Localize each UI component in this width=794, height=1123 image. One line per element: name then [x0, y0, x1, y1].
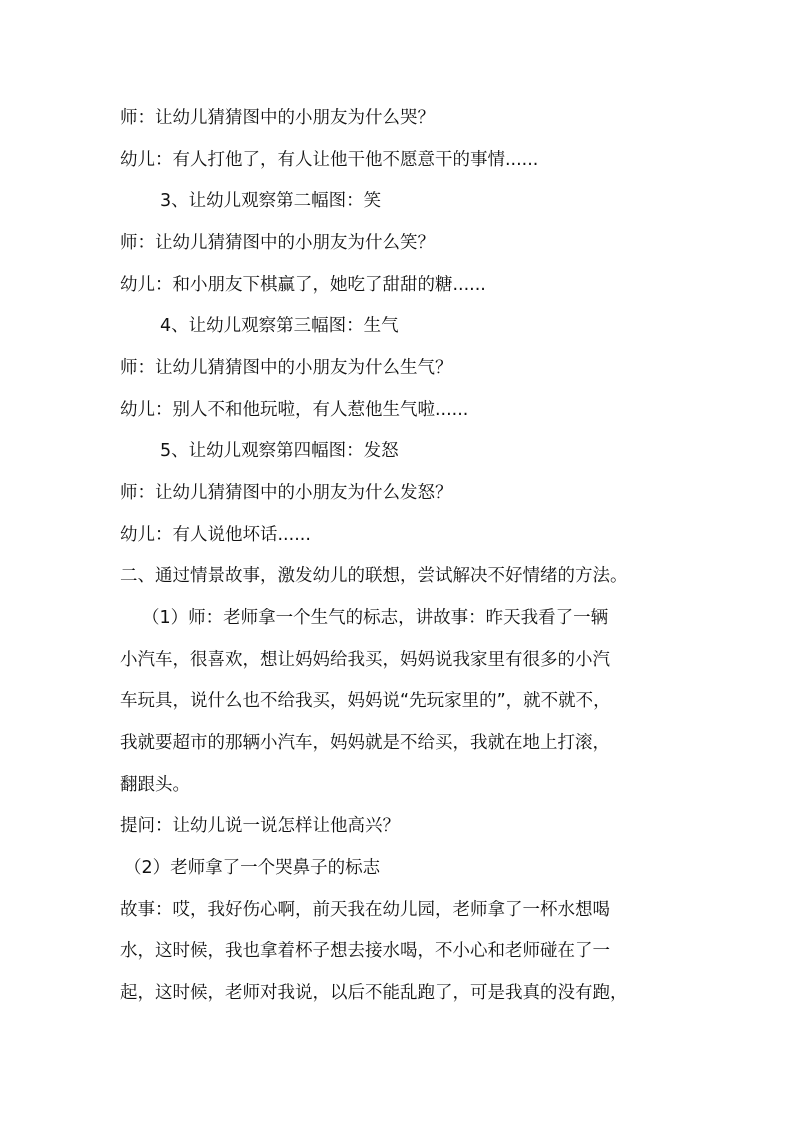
paragraph-line: 车玩具，说什么也不给我买，妈妈说“先玩家里的”，就不就不， — [120, 691, 611, 711]
list-item-heading: 4、让幼儿观察第三幅图：生气 — [160, 316, 399, 336]
paragraph-line: 水，这时候，我也拿着杯子想去接水喝，不小心和老师碰在了一 — [120, 941, 610, 961]
paragraph-line: 我就要超市的那辆小汽车，妈妈就是不给买，我就在地上打滚， — [120, 733, 610, 753]
paragraph-line: 起，这时候，老师对我说，以后不能乱跑了，可是我真的没有跑， — [120, 983, 628, 1003]
text-line: 幼儿：有人打他了，有人让他干他不愿意干的事情...... — [120, 150, 539, 170]
list-item-heading: 5、让幼儿观察第四幅图：发怒 — [160, 441, 399, 461]
text-line: 师：让幼儿猜猜图中的小朋友为什么笑？ — [120, 233, 435, 253]
paragraph-heading: （2）老师拿了一个哭鼻子的标志 — [124, 858, 381, 878]
text-line: 师：让幼儿猜猜图中的小朋友为什么生气？ — [120, 358, 453, 378]
paragraph-line: 翻跟头。 — [120, 775, 190, 795]
section-heading: 二、通过情景故事，激发幼儿的联想，尝试解决不好情绪的方法。 — [120, 566, 628, 586]
paragraph-line: 小汽车，很喜欢，想让妈妈给我买，妈妈说我家里有很多的小汽 — [120, 650, 610, 670]
text-line: 提问：让幼儿说一说怎样让他高兴？ — [120, 816, 400, 836]
paragraph-line: 故事：哎，我好伤心啊，前天我在幼儿园，老师拿了一杯水想喝 — [120, 900, 610, 920]
text-line: 幼儿：别人不和他玩啦，有人惹他生气啦...... — [120, 400, 469, 420]
text-line: 幼儿：和小朋友下棋赢了，她吃了甜甜的糖...... — [120, 275, 486, 295]
list-item-heading: 3、让幼儿观察第二幅图：笑 — [160, 191, 382, 211]
text-line: 师：让幼儿猜猜图中的小朋友为什么哭？ — [120, 108, 435, 128]
text-line: 幼儿：有人说他坏话...... — [120, 525, 311, 545]
text-line: 师：让幼儿猜猜图中的小朋友为什么发怒？ — [120, 483, 453, 503]
paragraph-line: （1）师：老师拿一个生气的标志，讲故事：昨天我看了一辆 — [142, 608, 609, 628]
